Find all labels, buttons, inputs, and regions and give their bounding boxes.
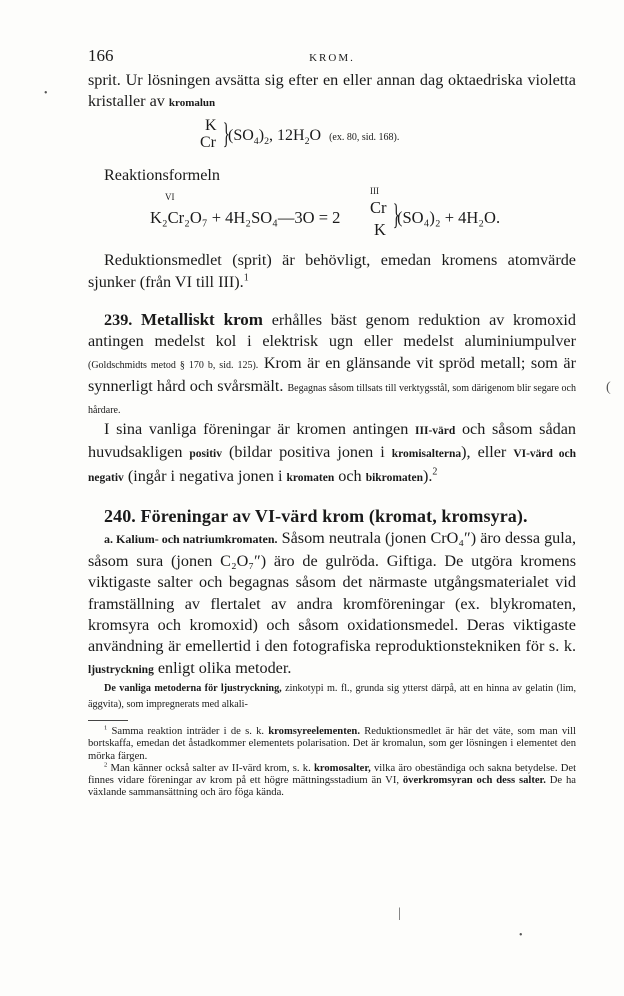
paragraph-text: (bildar positiva jonen i [221,443,392,462]
page [88,42,576,799]
paragraph-text: erhålles bäst genom reduktion av kromoxid antingen medelst kol i elektrisk ugn eller medelst aluminiumpulver [88,311,577,351]
bold-term: III-värd [415,425,456,438]
footnote-text: Reduktionsmedlet är här det väte, som man vill bortskaffa, emedan det åstadkommer elementets polarisation. Det är kromalun, som ger lösningen i elementet den mörka färgen. [88,726,576,762]
bold-term: överkromsyran och dess salter. [402,774,546,786]
paragraph-text: sprit. Ur lösningen avsätta sig efter en eller annan dag oktaedriska violetta kristaller av [88,71,576,111]
footnote-ref: 1 [243,272,249,284]
paragraph-text: enligt olika metoder. [153,658,292,677]
footnote-1 [88,726,576,763]
subsection-heading: a. Kalium- och natriumkromaten. [104,532,278,547]
formula-k: K [374,220,386,240]
running-title: KROM. [309,52,355,64]
footnote-text: Man känner också salter av II-värd krom, s. k. [107,762,314,774]
bold-term: kromalun [168,97,216,110]
bold-term: bikromaten [365,471,423,484]
footnote-text: De ha växlande sammansättning och äro föga kända. [88,774,576,799]
formula-cr: Cr [370,198,387,218]
formula-reference: (ex. 80, sid. 168). [329,131,400,143]
bold-term: VI-värd och negativ [88,448,576,484]
paragraph-text: och såsom sådan huvudsakligen [88,420,576,462]
brace-glyph: } [222,116,230,150]
small-print: Begagnas såsom tillsats till verktygsstål, som därigenom blir segare och hårdare. [88,383,576,416]
stray-mark: | [398,906,401,921]
footnote-2 [88,763,576,800]
section-number: 239. [104,311,133,330]
bold-term: kromsyreelementen. [268,726,360,738]
footnote-text: Samma reaktion inträder i de s. k. [107,726,269,738]
bold-term: ljustryckning [88,663,154,676]
paragraph-reduktionsmedlet [88,250,576,293]
valence-vi: VI [165,192,175,203]
paragraph-text: Reduktionsmedlet (sprit) är behövligt, emedan kromens atomvärde sjunker (från VI till III). [88,251,576,291]
stray-mark: • [519,930,523,941]
formula-part: (SO [228,126,254,144]
running-header [88,42,576,70]
bold-term: positiv [189,448,222,461]
footnotes [88,726,576,799]
reaction-left: K₂Cr₂O₇ + 4H₂SO₄—3O = 2 [150,208,341,228]
footnote-number: 2 [104,761,108,769]
margin-dot-mark: • [44,88,48,99]
bold-term: kromaten [286,471,335,484]
formula-part: ) [258,126,265,144]
paragraph-text: (ingår i negativa jonen i [123,466,287,485]
formula-kromalun [88,117,576,165]
paragraph-reaktionsformeln: Reaktionsformeln [104,165,220,184]
paragraph-text: ), eller [461,443,514,462]
brace-glyph: } [392,198,400,232]
footnote-number: 1 [104,724,108,732]
paragraph-text: I sina vanliga föreningar är kromen antingen [104,420,416,439]
paragraph-text: och [334,466,366,485]
reference-note: (Goldschmidts metod § 170 b, sid. 125). [88,359,259,371]
bold-term: kromosalter, [313,762,371,774]
paragraph-kromaten [88,528,576,681]
formula-k: K [205,116,217,134]
paragraph-text: Krom är en glänsande vit spröd metall; som är synnerligt hård och svårsmält. [88,353,576,396]
bold-term: De vanliga metoderna för ljustryckning, [104,683,282,695]
formula-cr: Cr [200,133,216,151]
reaction-right: (SO₄)₂ + 4H₂O. [397,208,501,228]
paragraph-text: Såsom neutrala (jonen CrO₄″) äro dessa gula, såsom sura (jonen C₂O₇″) äro de gulröda. Giftiga. De utgöra kromens viktigaste salter och begagnas såsom det närmaste utgångsmaterialet vid framställning av flertalet av andra kromföreningar (ex. blykromaten, kromsyra och kromoxid) och såsom oxidationsmedel. Deras viktigaste användning är emellertid i den fotografiska reproduktionstekniken för s. k. [88,529,576,656]
section-239 [88,309,576,419]
paragraph-text: zinkotypi m. fl., grunda sig ytterst därpå, att en hinna av gelatin (lim, äggvita), som impregnerats med alkali- [88,683,577,710]
formula-part: O [309,126,322,144]
formula-part: , 12H [269,126,305,144]
margin-pencil-mark: ( [606,380,611,395]
paragraph-text: ). [422,466,433,485]
section-240-heading: 240. Föreningar av VI-värd krom (kromat, kromsyra). [104,506,528,527]
footnote-text: vilka äro obeständiga och sakna betydelse. Det finnes vidare föreningar av krom på ett högre mättningsstadium än VI, [88,762,577,786]
footnote-divider [88,720,128,721]
fine-print-paragraph [88,681,576,712]
section-heading: Metalliskt krom [141,310,263,330]
paragraph-sprit [88,70,576,115]
formula-reaction [88,186,576,250]
page-number: 166 [88,46,114,65]
bold-term: kromisalterna [391,448,462,461]
footnote-ref: 2 [432,466,438,478]
valence-iii: III [370,186,379,197]
paragraph-valence [88,419,576,489]
formula-rest: $(SO_4)_2$, $12H_2O$ (ex. 80, sid. 168). [228,126,400,147]
